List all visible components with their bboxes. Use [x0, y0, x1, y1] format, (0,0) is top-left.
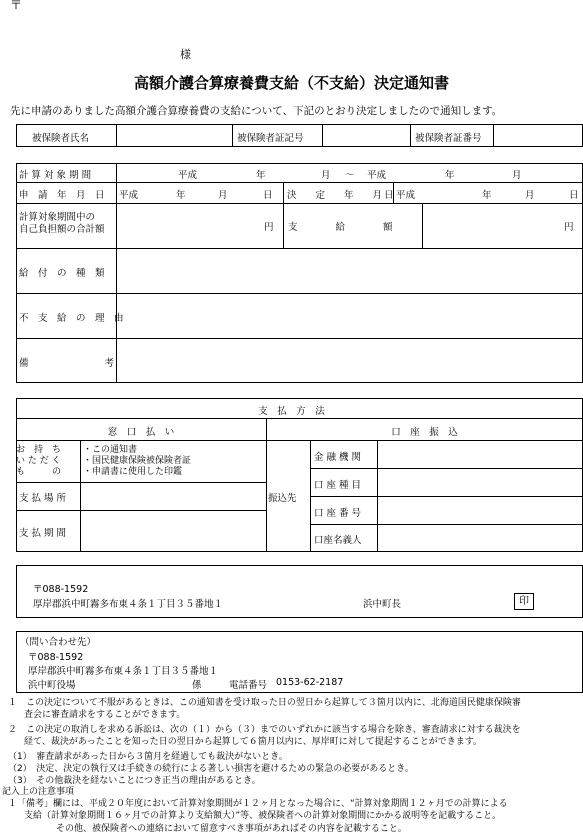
period-label: 計 算 対 象 期 間 — [19, 170, 92, 181]
non-payment-reason-label: 不 支 給 の 理 由 — [19, 313, 124, 324]
decision-month: 月 — [525, 190, 535, 201]
apply-date-label: 申 請 年 月 日 — [19, 190, 105, 201]
contact-postal: 〒088-1592 — [28, 652, 84, 663]
note-1b: 査会に審査請求をすることができます。 — [24, 710, 186, 720]
transfer-destination-label: 振込先 — [268, 493, 297, 504]
issuer-mayor: 浜中町長 — [363, 599, 402, 610]
seal-box: 印 — [514, 593, 534, 610]
note-2b: 経て、裁決があったことを知った日の翌日から起算して６箇月以内に、厚岸町に対して提起することができます。 — [24, 737, 483, 747]
payment-period-label: 支 払 期 間 — [19, 528, 67, 539]
payment-amount-yen: 円 — [564, 222, 574, 233]
honorific-sama: 様 — [180, 48, 191, 61]
benefit-type-label: 給 付 の 種 類 — [19, 268, 105, 279]
apply-year: 年 — [176, 190, 186, 201]
bring-item: ・申請書に使用した印鑑 — [83, 467, 183, 477]
period-tilde: ～ — [345, 170, 355, 181]
bring-item: ・この通知書 — [83, 445, 138, 455]
period-end-era: 平成 — [367, 170, 387, 181]
entry-note-2: その他、被保険者への連絡において留意すべき事項があればその内容を記載すること。 — [56, 824, 407, 834]
contact-title: （問い合わせ先） — [20, 637, 97, 648]
issuer-postal: 〒088-1592 — [33, 584, 89, 595]
period-end-year: 年 — [445, 170, 455, 181]
contact-phone: 0153-62-2187 — [276, 677, 344, 688]
bank-field-label: 口 座 番 号 — [314, 508, 362, 519]
entry-note-1b: 支給（計算対象期間１６ヶ月での計算より支給額大）”等、被保険者への計算対象期間にかかる説明等を記載すること。 — [24, 811, 502, 821]
bank-transfer-label: 口 座 振 込 — [391, 427, 458, 438]
apply-day: 日 — [263, 190, 273, 201]
intro-text: 先に申請のありました高額介護合算療養費の支給について、下記のとおり決定しましたので通知します。 — [10, 105, 503, 117]
period-end-month: 月 — [512, 170, 522, 181]
apply-month: 月 — [218, 190, 228, 201]
decision-era: 平成 — [396, 190, 416, 201]
contact-section: 係 — [192, 680, 202, 691]
note-2a: ２ この決定の取消しを求める訴訟は、次の（１）から（３）までのいずれかに該当する場合を除き、審査請求に対する裁決を — [8, 725, 521, 735]
counter-payment-label: 窓 口 払 い — [107, 427, 175, 438]
remarks-label: 備 考 — [19, 358, 115, 369]
period-start-year: 年 — [256, 170, 266, 181]
issuer-box — [16, 565, 583, 618]
decision-year: 年 — [482, 190, 492, 201]
bring-item: ・国民健康保険被保険者証 — [83, 456, 192, 466]
note-1a: １ この決定について不服があるときは、この通知書を受け取った日の翌日から起算して３箇月以内に、北海道国民健康保険審 — [8, 698, 521, 708]
note-sub-1: （1） 審査請求があった日から３箇月を経過しても裁決がないとき。 — [8, 752, 288, 762]
issuer-address: 厚岸郡浜中町霧多布東４条１丁目３５番地１ — [33, 599, 224, 610]
bank-field-label: 口座名義人 — [314, 535, 362, 546]
note-sub-2: （2） 決定、決定の執行又は手続きの続行による著しい損害を避けるための緊急の必要があるとき。 — [8, 764, 414, 774]
contact-phone-label: 電話番号 — [229, 680, 268, 691]
note-sub-3: （3） その他裁決を経ないことにつき正当の理由があるとき。 — [8, 776, 261, 786]
contact-office: 浜中町役場 — [28, 680, 76, 691]
bring-label-3: も の — [16, 467, 62, 477]
document-title: 高額介護合算療養費支給（不支給）決定通知書 — [133, 74, 449, 92]
contact-address: 厚岸郡浜中町霧多布東４条１丁目３５番地１ — [28, 666, 219, 677]
decision-label: 決 定 年 月 — [287, 190, 383, 201]
decision-day: 日 — [384, 190, 394, 201]
entry-notes-title: 記入上の注意事項 — [2, 787, 75, 797]
burden-yen: 円 — [264, 222, 274, 233]
bank-field-label: 口 座 種 目 — [314, 480, 362, 491]
bring-label-1: お 持 ち — [16, 445, 62, 455]
insured-name-label: 被保険者氏名 — [32, 133, 90, 144]
payment-method-title: 支 払 方 法 — [258, 406, 325, 417]
period-start-era: 平成 — [178, 170, 198, 181]
burden-label-1: 計算対象期間中の — [19, 212, 96, 223]
insured-number-label: 被保険者証番号 — [415, 133, 482, 144]
period-start-month: 月 — [321, 170, 331, 181]
decision-day-end: 日 — [569, 190, 579, 201]
bank-field-label: 金 融 機 関 — [314, 452, 362, 463]
insured-cert-label: 被保険者証記号 — [237, 133, 304, 144]
payment-amount-label: 支 給 額 — [288, 222, 393, 233]
bring-label-2: い た だ く — [16, 456, 61, 466]
postal-mark: 〒 — [10, 0, 23, 12]
payment-place-label: 支 払 場 所 — [19, 493, 67, 504]
burden-label-2: 自己負担額の合計額 — [19, 224, 105, 235]
entry-note-1a: １「備考」欄には、平成２０年度において計算対象期間が１２ヶ月となった場合に、“計算対象期間１２ヶ月での計算による — [8, 799, 508, 809]
apply-era: 平成 — [119, 190, 139, 201]
